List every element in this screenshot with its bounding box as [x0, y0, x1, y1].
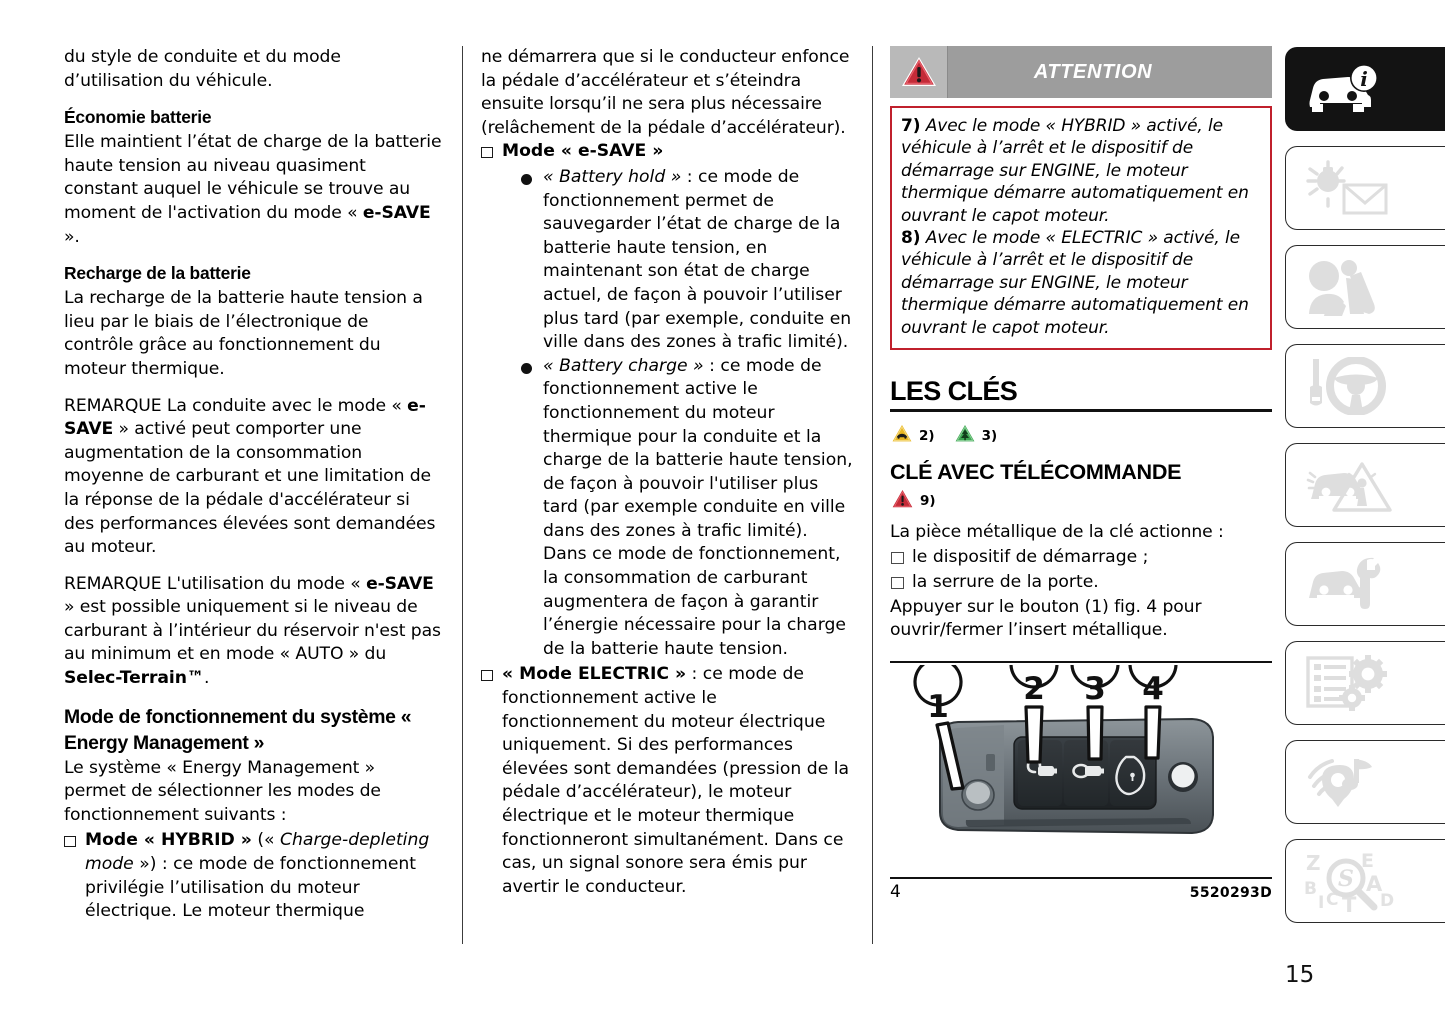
note-reference-9: 9) [920, 493, 936, 510]
music-signal-icon [1304, 753, 1388, 811]
svg-text:Z: Z [1306, 851, 1321, 875]
text-column-3 [890, 46, 1272, 902]
callout-1: 1 [927, 688, 949, 725]
chapter-tab-sidebar [1285, 47, 1445, 938]
heading-recharge-batterie: Recharge de la batterie [64, 263, 251, 284]
text-run-bold: e-SAVE [366, 573, 434, 594]
list-item-hybrid [64, 829, 442, 923]
text-run: Avec le mode « ELECTRIC » activé, le véhicule à l’arrêt et le dispositif de démarrage sur ENGINE, le moteur thermique démarre automatiquement en ouvrant le capot moteur. [901, 228, 1249, 338]
attention-header-bar [890, 46, 1272, 98]
text-run-bold: Selec-Terrain™ [64, 668, 204, 689]
paragraph-remarque-2 [64, 573, 442, 691]
text-run: ». [64, 226, 80, 247]
text-run: . [203, 668, 210, 689]
paragraph-remarque-1 [64, 395, 442, 560]
subsection-title-cle-telecommande: CLÉ AVEC TÉLÉCOMMANDE [890, 459, 1182, 485]
note-number: 8) [901, 228, 921, 249]
text-run: ») [133, 854, 157, 875]
text-run-bold: e-SAVE [362, 202, 431, 223]
attention-note-7 [901, 115, 1261, 227]
tab-emergency[interactable] [1285, 443, 1445, 527]
text-run: » activé peut comporter une augmentation de la consommation moyenne de carburant et une limitation de la réponse de la pédale d'accélérateur si des performances élevées sont demandées au moteur. [64, 419, 436, 558]
text-column-2 [481, 46, 856, 899]
figure-number: 4 [890, 881, 901, 902]
svg-text:D: D [1380, 891, 1395, 911]
car-hazard-triangle-icon [1304, 456, 1394, 514]
paragraph-economie [64, 131, 442, 249]
warning-triangle-red-small-icon [890, 487, 915, 515]
figure-code: 5520293D [1189, 884, 1272, 901]
text-run: REMARQUE La conduite avec le mode « [64, 395, 408, 416]
list-item-dispositif-demarrage: le dispositif de démarrage ; [890, 545, 1272, 570]
figure-caption [890, 877, 1272, 902]
figure-image [890, 665, 1272, 875]
callout-3: 3 [1084, 670, 1106, 707]
tab-technical-specs[interactable] [1285, 641, 1445, 725]
svg-text:S: S [1338, 866, 1354, 892]
svg-text:A: A [1366, 872, 1383, 896]
car-info-icon [1304, 62, 1380, 116]
heading-economie-batterie: Économie batterie [64, 107, 212, 128]
svg-text:E: E [1361, 850, 1374, 872]
tab-index[interactable] [1285, 839, 1445, 923]
text-run-italic: « Battery hold » [543, 166, 682, 187]
tab-starting-driving[interactable] [1285, 344, 1445, 428]
callout-4: 4 [1142, 670, 1164, 707]
attention-title: ATTENTION [1033, 60, 1153, 83]
sub-list-item-battery-charge [521, 355, 856, 662]
paragraph-recharge: La recharge de la batterie haute tension a lieu par le biais de l’électronique de contrôle grâce au fonctionnement du moteur thermique. [64, 288, 423, 379]
text-run: : ce mode de fonctionnement active le fonctionnement du moteur thermique pour la conduite et la charge de la batterie haute tension, de façon à pouvoir l'utiliser plus tard (par exemple conduite en ville dans des zones à trafic limité). Dans ce mode de fonctionnement, la consommation de carburant augmentera de façon à garantir l’énergie nécessaire pour la charge de la batterie haute tension. [543, 355, 853, 659]
list-item-mode-electric [481, 663, 856, 899]
text-run-bold: Mode « e-SAVE » [502, 141, 664, 162]
paragraph-continuation: ne démarrera que si le conducteur enfonce la pédale d’accélérateur et s’éteindra ensuite lorsqu’il ne sera plus nécessaire (relâchement de la pédale d’accélérateur). [481, 47, 850, 138]
svg-text:C: C [1326, 890, 1339, 910]
text-column-1 [64, 46, 442, 924]
list-gears-icon [1304, 654, 1390, 712]
column-divider-1 [462, 46, 463, 944]
warning-triangle-red-icon [890, 46, 948, 98]
svg-text:I: I [1318, 893, 1325, 912]
note-icon-row-9 [890, 487, 1272, 515]
paragraph-intro: du style de conduite et du mode d’utilisation du véhicule. [64, 47, 341, 91]
note-reference-3: 3) [981, 427, 998, 444]
text-run-bold: « Mode ELECTRIC » [502, 664, 687, 685]
section-title-les-cles: LES CLÉS [890, 376, 1272, 412]
tab-safety[interactable] [1285, 245, 1445, 329]
paragraph-piece-metallique: La pièce métallique de la clé actionne : [890, 522, 1224, 543]
tab-vehicle-info[interactable] [1285, 47, 1445, 131]
text-run: » est possible uniquement si le niveau de carburant à l’intérieur du réservoir n'est pas au minimum et en mode « AUTO » du [64, 597, 441, 665]
list-item-esave [481, 140, 856, 164]
list-item-serrure-porte: la serrure de la porte. [890, 570, 1272, 595]
paragraph-energy: Le système « Energy Management » permet de sélectionner les modes de fonctionnement suivants : [64, 757, 381, 825]
tab-multimedia[interactable] [1285, 740, 1445, 824]
text-run: : ce mode de fonctionnement permet de sauvegarder l’état de charge de la batterie haute tension, en maintenant son état de charge actuel, de façon à pouvoir l’utiliser plus tard (par exemple, conduite en ville dans des zones à trafic limité). [543, 166, 852, 353]
text-run-italic: Charge-depleting mode [85, 830, 430, 875]
car-wrench-icon [1304, 556, 1390, 612]
svg-text:i: i [1360, 67, 1368, 91]
paragraph-appuyer-bouton: Appuyer sur le bouton (1) fig. 4 pour ouvrir/fermer l’insert métallique. [890, 596, 1202, 641]
note-icon-row [890, 422, 1272, 449]
text-run: REMARQUE L'utilisation du mode « [64, 573, 367, 594]
callout-2: 2 [1023, 670, 1045, 707]
seatbelt-airbag-icon [1304, 256, 1386, 318]
attention-body [890, 106, 1272, 350]
text-run: : ce mode de fonctionnement privilégie l’utilisation du moteur électrique. Le moteur thermique [85, 854, 417, 922]
note-reference-2: 2) [919, 427, 935, 444]
attention-note-8 [901, 227, 1261, 339]
sub-list-item-battery-hold [521, 166, 856, 355]
svg-text:T: T [1342, 893, 1357, 912]
page-number: 15 [1285, 962, 1315, 988]
attention-box [890, 46, 1272, 350]
text-run-bold: e-SAVE [64, 395, 426, 440]
svg-text:B: B [1304, 879, 1317, 899]
alphabet-magnifier-icon [1304, 850, 1404, 912]
text-run-bold: Mode « HYBRID » [85, 830, 252, 851]
key-steering-wheel-icon [1304, 357, 1388, 415]
note-number: 7) [901, 116, 921, 136]
heading-energy-management: Mode de fonctionnement du système « Energy Management » [64, 705, 412, 754]
figure-key-fob [890, 661, 1272, 902]
environment-triangle-green-icon [953, 422, 977, 449]
tab-dashboard-signals[interactable] [1285, 146, 1445, 230]
text-run: Elle maintient l’état de charge de la batterie haute tension au niveau quasiment constant auquel le véhicule se trouve au moment de l'activation du mode « [64, 132, 442, 223]
column-divider-2 [872, 46, 873, 944]
tab-maintenance[interactable] [1285, 542, 1445, 626]
text-run: Avec le mode « HYBRID » activé, le véhicule à l’arrêt et le dispositif de démarrage sur ENGINE, le moteur thermique démarre automatiquement en ouvrant le capot moteur. [901, 116, 1249, 226]
text-run: (« [251, 830, 281, 851]
caution-triangle-yellow-icon [890, 422, 914, 449]
text-run-italic: « Battery charge » [543, 355, 704, 376]
warning-light-mail-icon [1304, 159, 1390, 217]
text-run: : ce mode de fonctionnement active le fonctionnement du moteur électrique uniquement. Si des performances élevées sont demandées (pression de la pédale d’accélérateur), le moteur électrique et le moteur thermique fonctionneront simultanément. Dans ce cas, un signal sonore sera émis pur avertir le conducteur. [502, 664, 850, 897]
